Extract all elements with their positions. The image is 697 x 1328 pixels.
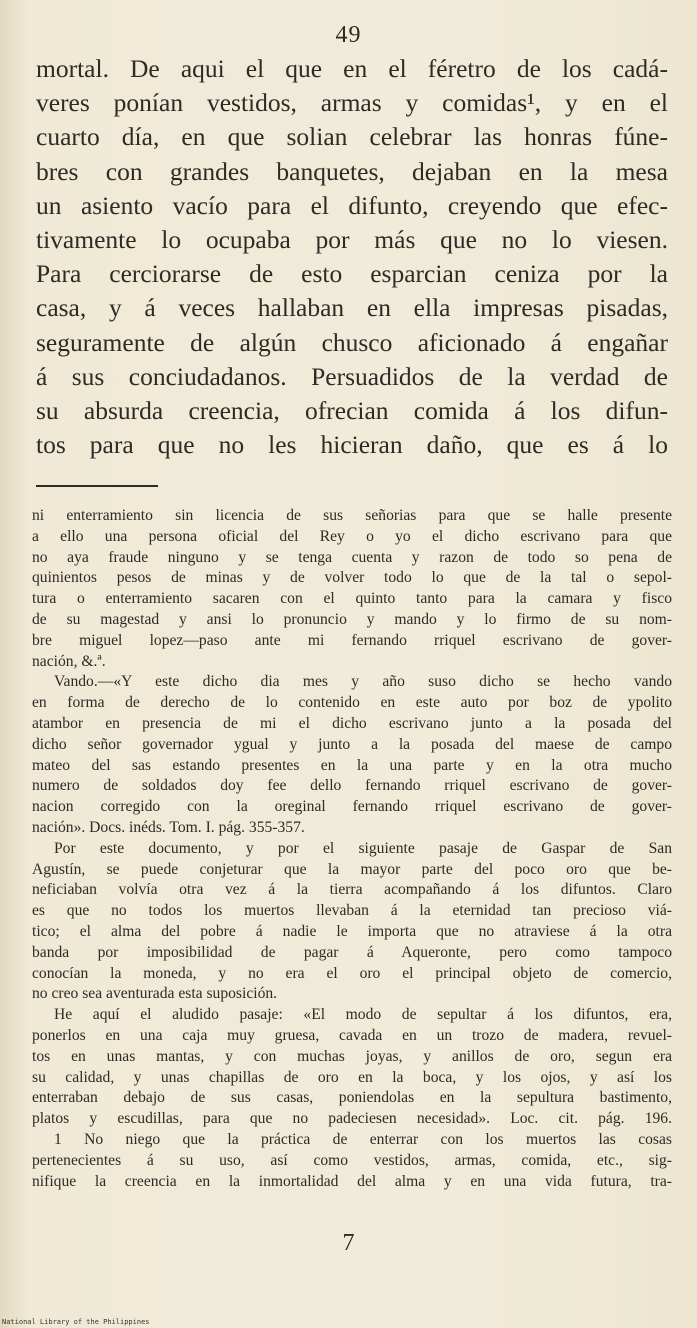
main-line: tos para que no les hicieran daño, que es á lo (36, 430, 668, 460)
main-line: Para cerciorarse de esto esparcian ceniza por la (36, 259, 668, 289)
main-line: tivamente lo ocupaba por más que no lo viesen. (36, 225, 668, 255)
footnote-line: su calidad, y unas chapillas de oro en la boca, y los ojos, y así los (32, 1068, 672, 1086)
main-line: á sus conciudadanos. Persuadidos de la verdad de (36, 361, 668, 391)
footnotes (32, 506, 672, 1192)
main-line: su absurda creencia, ofrecian comida á los difun- (36, 396, 668, 426)
footnote-line: tico; el alma del pobre á nadie le importa que no atraviese á la otra (32, 922, 672, 940)
main-text (36, 52, 668, 462)
footnote-line: atambor en presencia de mi el dicho escrivano junto a la posada del (32, 714, 672, 732)
footnote-line: nacion corregido con la oreginal fernando rriquel escrivano de gover- (32, 798, 672, 816)
footnote-line: en forma de derecho de lo contenido en este auto por boz de ypolito (32, 694, 672, 712)
footnote-line: no creo sea aventurada esta suposición. (32, 985, 278, 1003)
footnote-line: nación». Docs. inéds. Tom. I. pág. 355-357. (32, 818, 305, 836)
footnote-line: nación, &.ª. (32, 652, 106, 670)
footnote-line: dicho señor governador ygual y junto a la posada del maese de campo (32, 735, 672, 753)
footnote-line: He aquí el aludido pasaje: «El modo de sepultar á los difuntos, era, (54, 1006, 672, 1024)
footnote-line: tos en unas mantas, y con muchas joyas, y anillos de oro, segun era (32, 1047, 672, 1065)
footnote-line: no aya fraude ninguno y se tenga cuenta y razon de todo so pena de (32, 548, 672, 566)
main-line: veres ponían vestidos, armas y comidas¹, y en el (36, 88, 668, 118)
footnote-line: ni enterramiento sin licencia de sus señorias para que se halle presente (32, 507, 672, 524)
main-line: mortal. De aqui el que en el féretro de los cadá- (36, 54, 668, 83)
footnote-line: numero de soldados doy fee dello fernando rriquel escrivano de gover- (32, 777, 672, 795)
footnote-line: quinientos pesos de minas y de volver todo lo que de la tal o sepol- (32, 569, 672, 587)
footnote-line: mateo del sas estando presentes en la una parte y en la otra mucho (32, 756, 672, 774)
footnote-line: Por este documento, y por el siguiente pasaje de Gaspar de San (54, 839, 672, 857)
footnote-line: 1 No niego que la práctica de enterrar con los muertos las cosas (54, 1130, 672, 1148)
main-line: casa, y á veces hallaban en ella impresas pisadas, (36, 293, 668, 323)
library-watermark: National Library of the Philippines (2, 1318, 150, 1326)
page-number: 49 (335, 22, 362, 48)
footnote-line: ponerlos en una caja muy gruesa, cavada en un trozo de madera, revuel- (32, 1026, 672, 1044)
footnote-divider (36, 485, 158, 487)
footnote-line: conocían la moneda, y no era el oro el principal objeto de comercio, (32, 964, 672, 982)
footnote-line: enterraban debajo de sus casas, poniendolas en la sepultura bastimento, (32, 1089, 672, 1107)
footnote-line: Agustín, se puede conjeturar que la mayor parte del poco oro que be- (32, 860, 672, 878)
main-line: un asiento vacío para el difunto, creyendo que efec- (36, 190, 668, 220)
main-line: seguramente de algún chusco aficionado á engañar (36, 327, 668, 357)
footnote-line: banda por imposibilidad de pagar á Aqueronte, pero como tampoco (32, 943, 672, 961)
footnote-line: es que no todos los muertos llevaban á la eternidad tan precioso viá- (32, 902, 672, 920)
footnote-line: neficiaban volvía otra vez á la tierra acompañando á los difuntos. Claro (32, 881, 672, 899)
footnote-line: tura o enterramiento sacaren con el quinto tanto para la camara y fisco (32, 590, 672, 608)
footnote-line: Vando.—«Y este dicho dia mes y año suso dicho se hecho vando (54, 673, 672, 691)
main-line: bres con grandes banquetes, dejaban en la mesa (36, 156, 668, 186)
footnote-line: bre miguel lopez—paso ante mi fernando rriquel escrivano de gover- (32, 631, 672, 649)
footnote-line: platos y escudillas, para que no padeciesen necesidad». Loc. cit. pág. 196. (32, 1110, 672, 1128)
footnote-line: a ello una persona oficial del Rey o yo el dicho escrivano para que (32, 527, 672, 545)
footnote-line: nifique la creencia en la inmortalidad del alma y en una vida futura, tra- (32, 1172, 672, 1190)
footnote-line: pertenecientes á su uso, así como vestidos, armas, comida, etc., sig- (32, 1151, 672, 1169)
main-line: cuarto día, en que solian celebrar las honras fúne- (36, 122, 668, 152)
footnote-line: de su magestad y ansi lo pronuncio y mando y lo firmo de su nom- (32, 610, 672, 628)
signature-mark: 7 (342, 1230, 355, 1256)
